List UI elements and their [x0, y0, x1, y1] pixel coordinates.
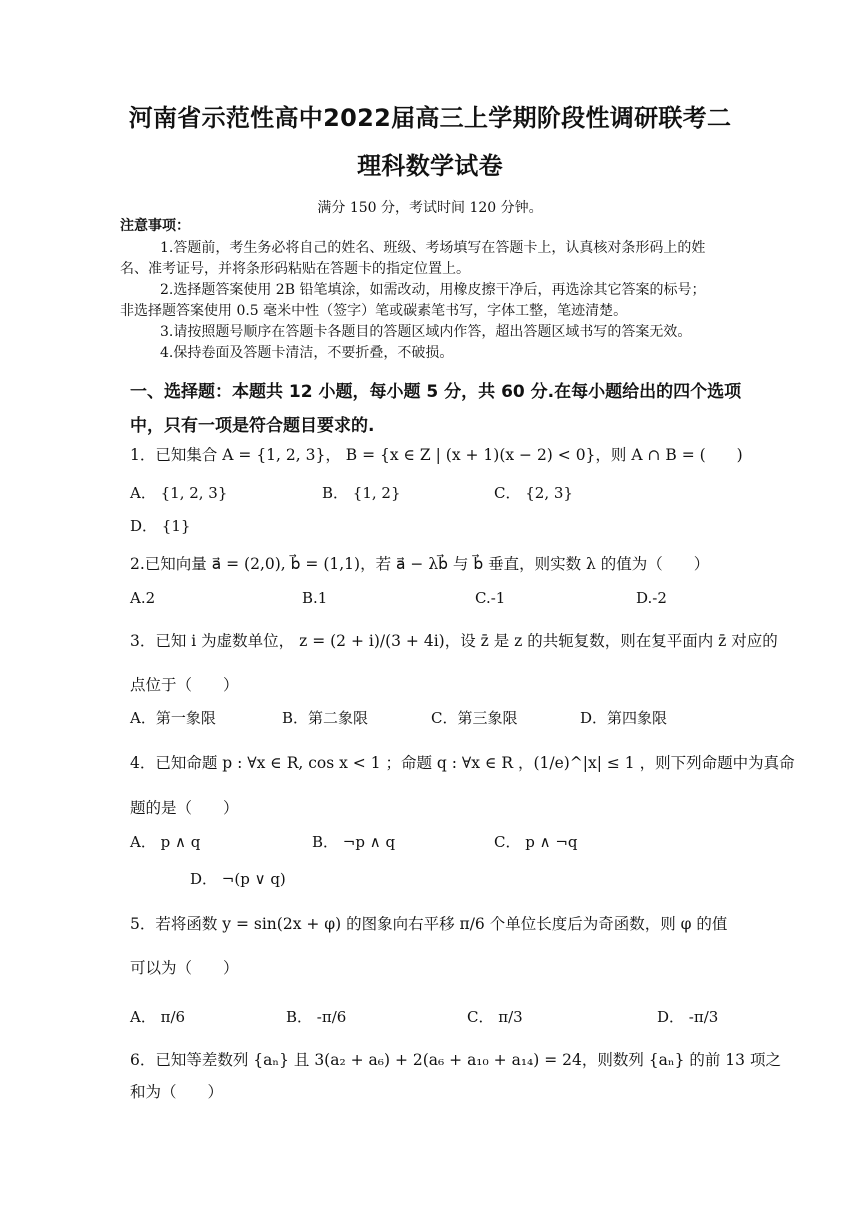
section-heading: 一、选择题：本题共 12 小题，每小题 5 分，共 60 分.在每小题给出的四个选项: [130, 382, 742, 402]
question-5-option-b: B． -π/6: [286, 1008, 347, 1026]
question-5-stem-cont: 可以为（ ）: [130, 959, 239, 977]
question-3-stem-cont: 点位于（ ）: [130, 676, 239, 694]
question-3-option-d: D．第四象限: [580, 709, 668, 727]
question-5-option-d: D． -π/3: [657, 1008, 719, 1026]
section-heading-cont: 中，只有一项是符合题目要求的.: [130, 416, 375, 436]
question-4-option-c: C． p ∧ ¬q: [494, 833, 578, 851]
note-line: 2.选择题答案使用 2B 铅笔填涂，如需改动，用橡皮擦干净后，再选涂其它答案的标号；: [160, 282, 706, 298]
question-2-option-c: C.-1: [475, 589, 506, 607]
question-4-option-a: A． p ∧ q: [130, 833, 201, 851]
question-1-option-d: D． {1}: [130, 517, 191, 535]
notes-heading: 注意事项：: [120, 218, 190, 234]
note-line: 1.答题前，考生务必将自己的姓名、班级、考场填写在答题卡上，认真核对条形码上的姓: [160, 240, 706, 256]
question-4-stem: 4．已知命题 p : ∀x ∈ R, cos x < 1 ；命题 q : ∀x ∈ R ，(1/e)^|x| ≤ 1 ，则下列命题中为真命: [130, 754, 795, 772]
question-1-stem: 1．已知集合 A = {1, 2, 3}， B = {x ∈ Z | (x + 1)(x − 2) < 0}，则 A ∩ B = ( ): [130, 446, 743, 464]
note-line: 4.保持卷面及答题卡清洁，不要折叠，不破损。: [160, 345, 454, 361]
question-5-stem: 5．若将函数 y = sin(2x + φ) 的图象向右平移 π/6 个单位长度后为奇函数，则 φ 的值: [130, 915, 728, 933]
note-line: 名、准考证号，并将条形码粘贴在答题卡的指定位置上。: [120, 261, 470, 277]
question-3-option-a: A．第一象限: [130, 709, 216, 727]
question-2-stem: 2.已知向量 a⃗ = (2,0), b⃗ = (1,1)，若 a⃗ − λb⃗ 与 b⃗ 垂直，则实数 λ 的值为（ ）: [130, 555, 710, 573]
question-2-option-b: B.1: [302, 589, 328, 607]
question-2-option-d: D.-2: [636, 589, 667, 607]
page-title-line2: 理科数学试卷: [357, 152, 503, 180]
question-5-option-c: C． π/3: [467, 1008, 523, 1026]
question-1-option-a: A． {1, 2, 3}: [130, 484, 228, 502]
note-line: 3.请按照题号顺序在答题卡各题目的答题区域内作答，超出答题区域书写的答案无效。: [160, 324, 692, 340]
question-3-option-c: C．第三象限: [431, 709, 518, 727]
question-6-stem-cont: 和为（ ）: [130, 1083, 224, 1101]
question-1-option-c: C． {2, 3}: [494, 484, 573, 502]
question-2-option-a: A.2: [130, 589, 156, 607]
question-1-option-b: B． {1, 2}: [322, 484, 401, 502]
question-3-option-b: B．第二象限: [282, 709, 369, 727]
question-3-stem: 3．已知 i 为虚数单位， z = (2 + i)/(3 + 4i)，设 z̄ 是 z 的共轭复数，则在复平面内 z̄ 对应的: [130, 632, 778, 650]
question-4-option-d: D． ¬(p ∨ q): [190, 870, 286, 888]
question-4-option-b: B． ¬p ∧ q: [312, 833, 396, 851]
question-4-stem-cont: 题的是（ ）: [130, 799, 239, 817]
note-line: 非选择题答案使用 0.5 毫米中性（签字）笔或碳素笔书写，字体工整，笔迹清楚。: [120, 303, 628, 319]
exam-meta: 满分 150 分，考试时间 120 分钟。: [317, 200, 543, 216]
question-5-option-a: A． π/6: [130, 1008, 186, 1026]
page-title-line1: 河南省示范性高中2022届高三上学期阶段性调研联考二: [128, 104, 732, 132]
question-6-stem: 6．已知等差数列 {aₙ} 且 3(a₂ + a₆) + 2(a₆ + a₁₀ + a₁₄) = 24，则数列 {aₙ} 的前 13 项之: [130, 1051, 781, 1069]
